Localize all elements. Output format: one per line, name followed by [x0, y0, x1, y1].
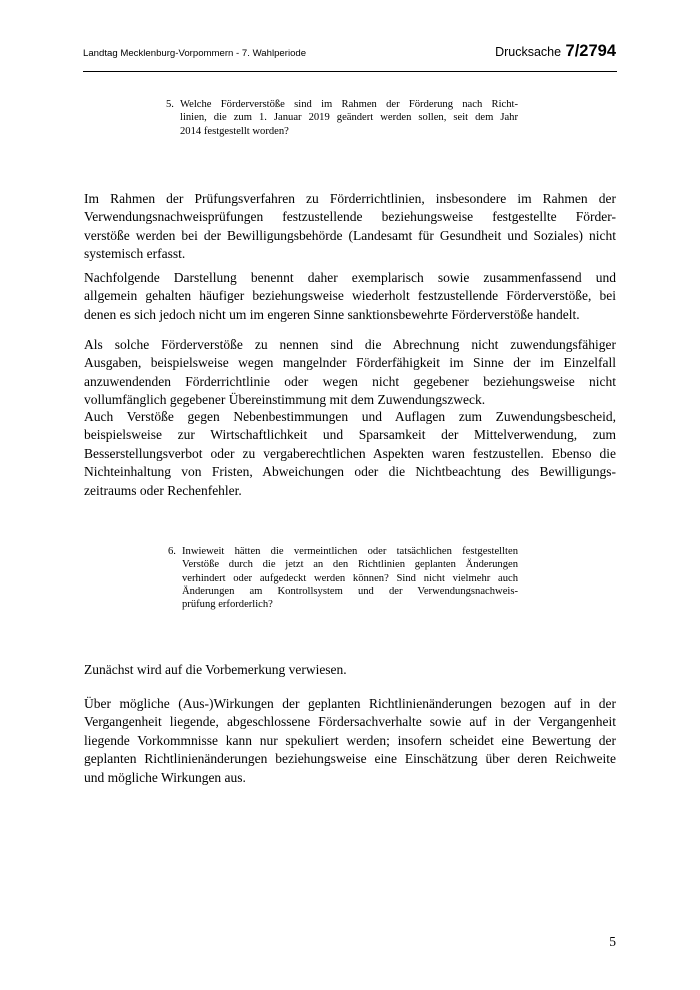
paragraph-line: Ausgaben, beispielsweise wegen mangelnder Förderfähigkeit im Sinne der im Einzelfall [84, 355, 616, 371]
answer-paragraph [84, 695, 616, 787]
answer-paragraph [84, 408, 616, 500]
paragraph-line: systemisch erfasst. [84, 246, 186, 262]
question-line: verhindert oder aufgedeckt werden können? Sind nicht vielmehr auch [182, 572, 518, 584]
paragraph-line: Zunächst wird auf die Vorbemerkung verwiesen. [84, 662, 347, 677]
question-line: Änderungen am Kontrollsystem und der Verwendungsnachweis- [182, 585, 518, 597]
paragraph-line: denen es sich jedoch nicht um im engeren Sinne sanktionsbewehrte Förderverstöße handelt. [84, 306, 580, 322]
paragraph-line: Verwendungsnachweisprüfungen festzustellende beziehungsweise festgestellte Förder- [84, 209, 616, 225]
question-number: 6. [168, 546, 176, 557]
question-line: prüfung erforderlich? [182, 599, 273, 611]
answer-paragraph [84, 661, 616, 679]
paragraph-line: Vergangenheit liegende, abgeschlossene Fördersachverhalte sowie auf in der Vergangenheit [84, 714, 616, 730]
header-drucksache [495, 42, 616, 61]
paragraph-line: Im Rahmen der Prüfungsverfahren zu Förderrichtlinien, insbesondere im Rahmen der [84, 191, 616, 206]
answer-paragraph [84, 269, 616, 324]
paragraph-line: anzuwendenden Förderrichtlinie oder wegen nicht gegebener beziehungsweise nicht [84, 373, 616, 389]
question-text [180, 98, 518, 138]
drucksache-number: 7/2794 [565, 42, 616, 60]
paragraph-line: zeitraums oder Rechenfehler. [84, 482, 242, 498]
paragraph-line: geplanten Richtlinienänderungen beziehungsweise eine Einschätzung über deren Reichweite [84, 751, 616, 767]
paragraph-line: Besserstellungsverbot oder zu vergaberechtlichen Aspekten waren festzustellen. Ebenso die [84, 445, 616, 461]
paragraph-line: Als solche Förderverstöße zu nennen sind die Abrechnung nicht zuwendungsfähiger [84, 337, 616, 352]
paragraph-line: Auch Verstöße gegen Nebenbestimmungen und Auflagen zum Zuwendungsbescheid, [84, 409, 616, 424]
answer-paragraph [84, 190, 616, 264]
question-line: Verstöße durch die jetzt an den Richtlinien geplanten Änderungen [182, 559, 518, 571]
paragraph-line: liegende Vorkommnisse kann nur spekuliert werden; insofern scheidet eine Bewertung der [84, 732, 616, 748]
question-6 [168, 545, 518, 611]
question-number: 5. [166, 99, 174, 110]
page-number: 5 [609, 934, 616, 949]
question-5 [166, 98, 518, 138]
question-line: Welche Förderverstöße sind im Rahmen der Förderung nach Richt- [180, 99, 518, 110]
paragraph-line: allgemein gehalten häufiger beziehungsweise wiederholt festzustellende Förderverstöße, bei [84, 288, 616, 304]
paragraph-line: Nichteinhaltung von Fristen, Abweichungen oder die Nichtbeachtung des Bewilligungs- [84, 464, 616, 480]
paragraph-line: beispielsweise zur Wirtschaftlichkeit und Sparsamkeit der Mittelverwendung, zum [84, 427, 616, 443]
paragraph-line: Nachfolgende Darstellung benennt daher exemplarisch sowie zusammenfassend und [84, 270, 616, 285]
header-parliament: Landtag Mecklenburg-Vorpommern - 7. Wahlperiode [83, 48, 307, 59]
question-text [182, 545, 518, 611]
paragraph-line: verstöße werden bei der Bewilligungsbehörde (Landesamt für Gesundheit und Soziales) nicht [84, 227, 616, 243]
question-line: linien, die zum 1. Januar 2019 geändert werden sollen, seit dem Jahr [180, 112, 518, 124]
header-rule [83, 71, 617, 72]
answer-paragraph [84, 336, 616, 410]
question-line: 2014 festgestellt worden? [180, 125, 289, 137]
paragraph-line: vollumfänglich gegebener Übereinstimmung mit dem Zuwendungszweck. [84, 392, 486, 408]
paragraph-line: Über mögliche (Aus-)Wirkungen der geplanten Richtlinienänderungen bezogen auf in der [84, 696, 616, 711]
drucksache-label: Drucksache [495, 45, 562, 59]
question-line: Inwieweit hätten die vermeintlichen oder tatsächlichen festgestellten [182, 546, 518, 557]
paragraph-line: und mögliche Wirkungen aus. [84, 769, 246, 785]
